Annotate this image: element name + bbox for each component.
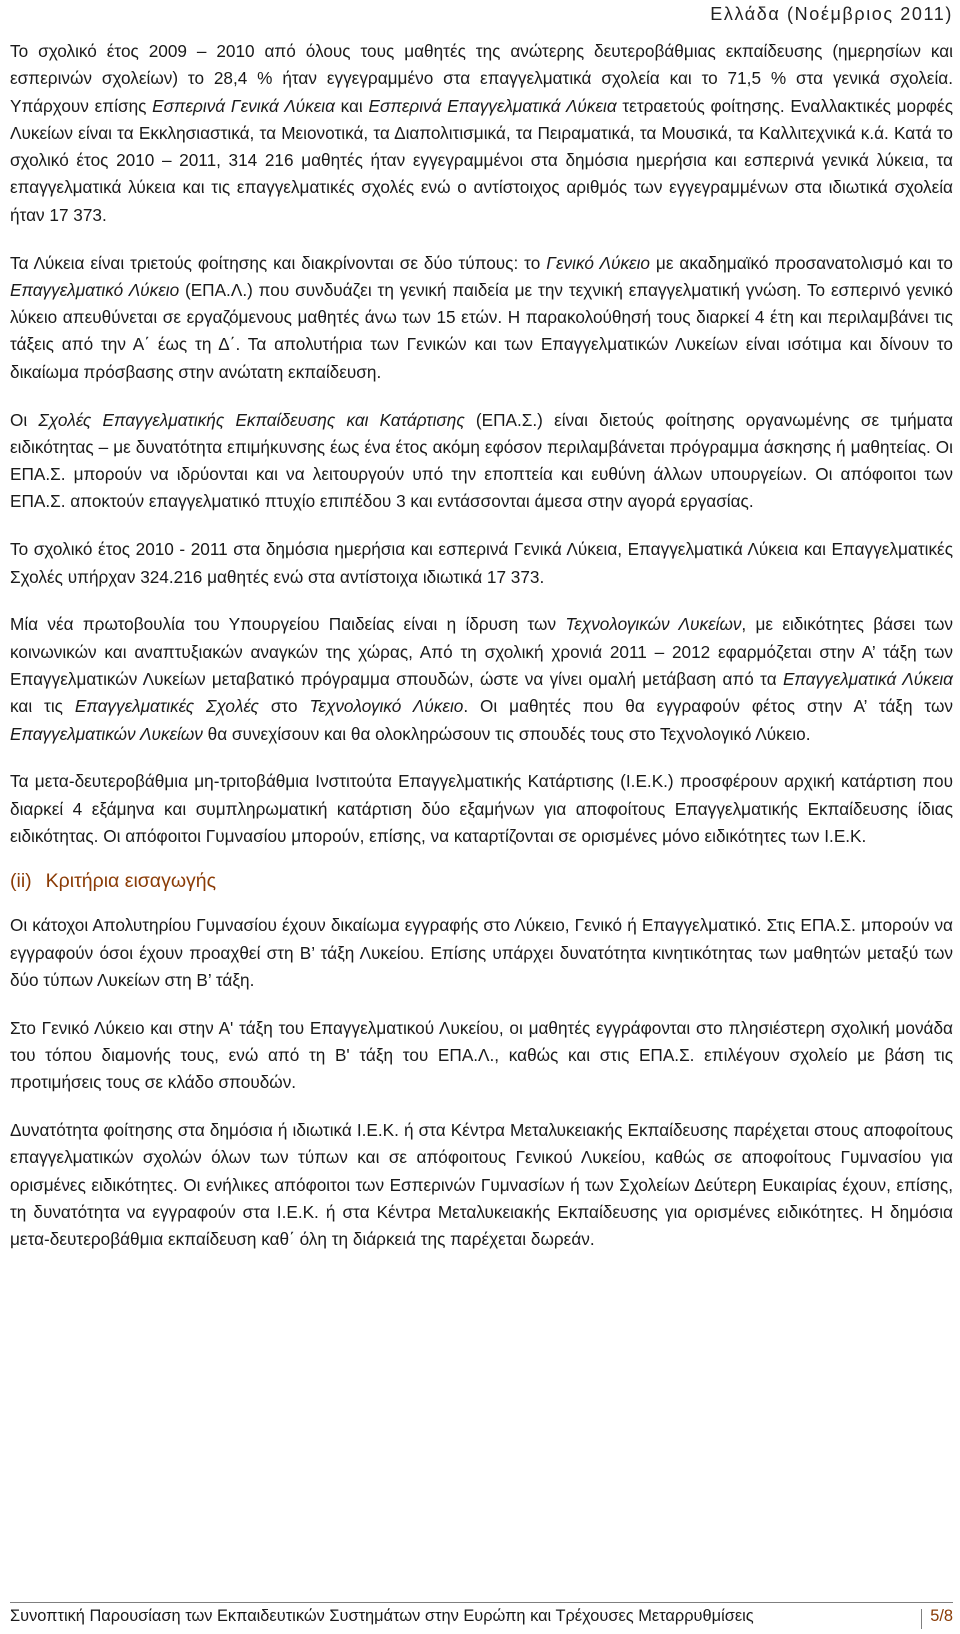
text-run: Οι [10,409,39,430]
paragraph-6 [10,768,953,850]
text-run: Δυνατότητα φοίτησης στα δημόσια ή ιδιωτικά Ι.Ε.Κ. ή στα Κέντρα Μεταλυκειακής Εκπαίδευσης παρέχεται στους αποφοίτους επαγγελματικών σχολών όλων των τύπων και σε απόφοιτους Γενικού Λυκείου, καθώς σε αποφοίτους Γυμνασίου για ορισμένες ειδικότητες. Οι ενήλικες απόφοιτοι των Εσπερινών Γυμνασίων ή των Σχολείων Δεύτερη Ευκαιρίας έχουν, επίσης, τη δυνατότητα να εγγραφούν στα Ι.Ε.Κ. ή στα Κέντρα Μεταλυκειακής Εκπαίδευσης για ορισμένες ειδικότητες. Η δημόσια μετα-δευτεροβάθμια εκπαίδευση καθ΄ όλη τη διάρκειά της παρέχεται δωρεάν. [10,1120,953,1250]
page [10,0,953,1634]
page-number: 5/8 [930,1607,953,1625]
text-run: (ΕΠΑ.Λ.) που συνδυάζει τη γενική παιδεία με την τεχνική επαγγελματική γνώση. Το εσπερινό γενικό λύκειο απευθύνεται σε εργαζόμενους μαθητές άνω των 15 ετών. Η παρακολούθησή τους διαρκεί 4 έτη και περιλαμβάνει τις τάξεις από την Α΄ έως τη Δ΄. Τα απολυτήρια των Γενικών και των Επαγγελματικών Λυκείων είναι ισότιμα και δίνουν το δικαίωμα πρόσβασης στην ανώτατη εκπαίδευση. [10,279,953,382]
paragraph-7 [10,912,953,994]
text-run: Μία νέα πρωτοβουλία του Υπουργείου Παιδείας είναι η ίδρυση των [10,614,566,635]
page-footer [10,1607,953,1626]
text-run: . Οι μαθητές που θα εγγραφούν φέτος στην Α’ τάξη των [463,696,953,717]
italic-term: Τεχνολογικών Λυκείων [565,614,742,635]
footer-divider [10,1602,953,1603]
italic-term: Επαγγελματικές Σχολές [74,696,259,717]
text-run: Τα μετα-δευτεροβάθμια μη-τριτοβάθμια Ινστιτούτα Επαγγελματικής Κατάρτισης (Ι.Ε.Κ.) προσφέρουν αρχική κατάρτιση που διαρκεί 4 εξάμηνα και συμπληρωματική κατάρτιση δύο εξαμήνων για αποφοίτους Επαγγελματικής Εκπαίδευσης ίδιας ειδικότητας. Οι απόφοιτοι Γυμνασίου μπορούν, επίσης, να καταρτίζονται σε ορισμένες μόνο ειδικότητες των Ι.Ε.Κ. [10,771,953,846]
italic-term: Επαγγελματικό Λύκειο [10,279,180,300]
text-run: και [334,95,369,116]
text-run: και τις [10,696,75,717]
paragraph-9 [10,1117,953,1253]
paragraph-3 [10,407,953,516]
text-run: Το σχολικό έτος 2010 - 2011 στα δημόσια ημερήσια και εσπερινά Γενικά Λύκεια, Επαγγελματικά Λύκεια και Επαγγελματικές Σχολές υπήρχαν 324.216 μαθητές ενώ στα αντίστοιχα ιδιωτικά 17 373. [10,539,953,587]
italic-term: Σχολές Επαγγελματικής Εκπαίδευσης και Κατάρτισης [38,409,465,430]
text-run: Τα Λύκεια είναι τριετούς φοίτησης και διακρίνονται σε δύο τύπους: το [10,252,547,273]
italic-term: Εσπερινά Γενικά Λύκεια [152,95,335,116]
section-number: (ii) [10,870,32,893]
text-run: με ακαδημαϊκό προσανατολισμό και το [649,252,953,273]
body-content [10,38,953,1274]
text-run: στο [258,696,310,717]
text-run: θα συνεχίσουν και θα ολοκληρώσουν τις σπουδές τους στο Τεχνολογικό Λύκειο. [202,723,811,744]
section-heading [10,866,953,896]
paragraph-1 [10,38,953,229]
text-run: τετραετούς φοίτησης. Εναλλακτικές μορφές Λυκείων είναι τα Εκκλησιαστικά, τα Μειονοτικά, τα Διαπολιτισμικά, τα Πειραματικά, τα Μουσικά, τα Καλλιτεχνικά κ.ά. Κατά το σχολικό έτος 2010 – 2011, 314 216 μαθητές ήταν εγγεγραμμένοι στα δημόσια ημερήσια και εσπερινά γενικά λύκεια, τα επαγγελματικά λύκεια και τις επαγγελματικές σχολές ενώ ο αντίστοιχος αριθμός των εγγεγραμμένων στα ιδιωτικά σχολεία ήταν 17 373. [10,95,953,225]
italic-term: Επαγγελματικά Λύκεια [782,668,953,689]
italic-term: Εσπερινά Επαγγελματικά Λύκεια [368,95,617,116]
section-title: Κριτήρια εισαγωγής [45,870,217,893]
paragraph-5 [10,611,953,747]
paragraph-4 [10,536,953,591]
page-header: Ελλάδα (Νοέμβριος 2011) [710,4,953,24]
paragraph-8 [10,1015,953,1097]
text-run: , με ειδικότητες βάσει των κοινωνικών και αναπτυξιακών αναγκών της χώρας, Από τη σχολική χρονιά 2011 – 2012 εφαρμόζεται στην Α’ τάξη των Επαγγελματικών Λυκείων μεταβατικό πρόγραμμα σπουδών, ώστε να γίνει ομαλή μετάβαση από τα [10,614,953,689]
text-run: Το σχολικό έτος 2009 – 2010 από όλους τους μαθητές της ανώτερης δευτεροβάθμιας εκπαίδευσης (ημερησίων και εσπερινών σχολείων) το 28,4 % ήταν εγγεγραμμένο στα επαγγελματικά σχολεία και το 71,5 % στα γενικά σχολεία. Υπάρχουν επίσης [10,41,953,116]
footer-title: Συνοπτική Παρουσίαση των Εκπαιδευτικών Συστημάτων στην Ευρώπη και Τρέχουσες Μεταρρυθμίσεις [10,1607,754,1625]
text-run: Οι κάτοχοι Απολυτηρίου Γυμνασίου έχουν δικαίωμα εγγραφής στο Λύκειο, Γενικό ή Επαγγελματικό. Στις ΕΠΑ.Σ. μπορούν να εγγραφούν όσοι έχουν προαχθεί στη Β’ τάξη Λυκείου. Επίσης υπάρχει δυνατότητα κινητικότητας των μαθητών μεταξύ των δύο τύπων Λυκείων στη Β’ τάξη. [10,915,953,990]
text-run: Στο Γενικό Λύκειο και στην Α' τάξη του Επαγγελματικού Λυκείου, οι μαθητές εγγράφονται στο πλησιέστερη σχολική μονάδα του τόπου διαμονής τους, ενώ από τη Β' τάξη του ΕΠΑ.Λ., καθώς και στις ΕΠΑ.Σ. επιλέγουν σχολείο με βάση τις προτιμήσεις τους σε κλάδο σπουδών. [10,1017,953,1093]
paragraph-2 [10,250,953,386]
italic-term: Επαγγελματικών Λυκείων [10,723,203,744]
text-run: (ΕΠΑ.Σ.) είναι διετούς φοίτησης οργανωμένης σε τμήματα ειδικότητας – με δυνατότητα επιμήκυνσης έως ένα έτος ακόμη εφόσον περιλαμβάνεται πρόγραμμα άσκησης ή μαθητείας. Οι ΕΠΑ.Σ. μπορούν να ιδρύονται και να λειτουργούν υπό την εποπτεία και ευθύνη άλλων υπουργείων. Οι απόφοιτοι των ΕΠΑ.Σ. αποκτούν επαγγελματικό πτυχίο επιπέδου 3 και εντάσσονται άμεσα στην αγορά εργασίας. [10,409,953,512]
italic-term: Τεχνολογικό Λύκειο [309,696,464,717]
italic-term: Γενικό Λύκειο [546,252,650,273]
